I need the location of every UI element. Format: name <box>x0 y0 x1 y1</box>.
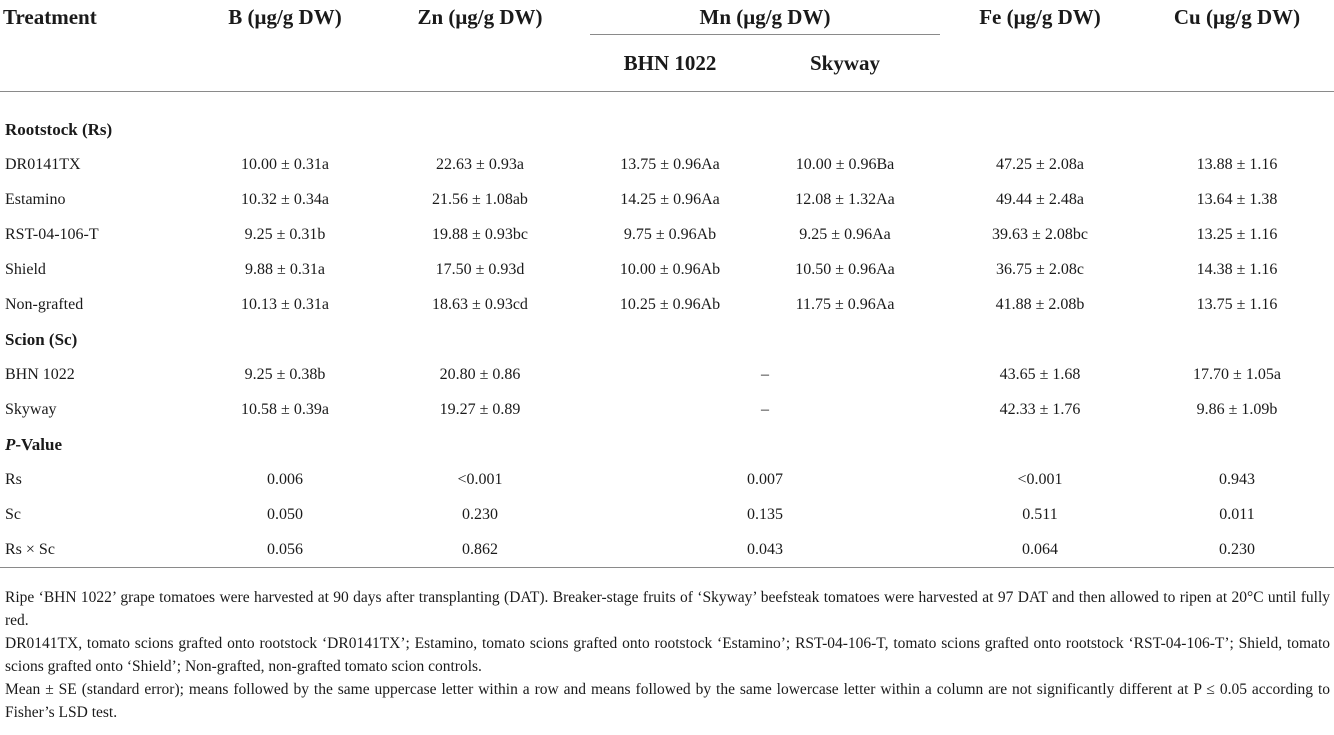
cell-zn: 22.63 ± 0.93a <box>436 155 524 173</box>
header-zn: Zn (μg/g DW) <box>417 4 543 29</box>
cell-b: 9.25 ± 0.38b <box>244 365 326 383</box>
cell-zn: 20.80 ± 0.86 <box>439 365 521 383</box>
cell-cu: 17.70 ± 1.05a <box>1193 365 1281 383</box>
cell-mn-skyway: 9.25 ± 0.96Aa <box>799 225 891 243</box>
cell-fe: 42.33 ± 1.76 <box>999 400 1081 418</box>
cell-zn: 18.63 ± 0.93cd <box>432 295 528 313</box>
cell-b: 10.32 ± 0.34a <box>241 190 329 208</box>
cell-b: 9.88 ± 0.31a <box>245 260 325 278</box>
cell-mn-bhn1022: 9.75 ± 0.96Ab <box>623 225 717 243</box>
cell-mn: 0.043 <box>590 532 940 568</box>
row-label: Rs <box>5 470 22 488</box>
cell-cu: 13.64 ± 1.38 <box>1196 190 1278 208</box>
row-label: Estamino <box>5 190 66 208</box>
header-row <box>0 0 1334 35</box>
cell-fe: <0.001 <box>1017 470 1063 488</box>
pvalue-suffix: -Value <box>15 434 62 454</box>
cell-b: 10.13 ± 0.31a <box>241 295 329 313</box>
cell-cu: 9.86 ± 1.09b <box>1196 400 1278 418</box>
cell-mn-skyway: 10.00 ± 0.96Ba <box>795 155 895 173</box>
cell-fe: 39.63 ± 2.08bc <box>992 225 1088 243</box>
row-label: Shield <box>5 260 46 278</box>
section-label: Rootstock (Rs) <box>5 119 113 139</box>
section-label <box>0 427 1334 462</box>
cell-mn-bhn1022: 10.00 ± 0.96Ab <box>619 260 721 278</box>
cell-mn: 0.007 <box>747 470 783 488</box>
cell-b: 10.58 ± 0.39a <box>241 400 329 418</box>
table-body <box>0 92 1334 568</box>
header-treatment: Treatment <box>3 4 97 29</box>
row-label: Non-grafted <box>5 295 84 313</box>
cell-mn-bhn1022: 10.25 ± 0.96Ab <box>619 295 721 313</box>
table-row <box>0 182 1334 217</box>
header-cu: Cu (μg/g DW) <box>1173 4 1301 29</box>
cell-mn-skyway: 12.08 ± 1.32Aa <box>795 190 895 208</box>
cell-mn: – <box>761 400 769 418</box>
cell-fe: 36.75 ± 2.08c <box>996 260 1084 278</box>
footnote-statistics: Mean ± SE (standard error); means followed by the same uppercase letter within a row and means followed by the same lowercase letter within a column are not significantly different at P ≤ 0.05 according to Fisher’s LSD test. <box>5 681 1330 721</box>
cell-zn: 0.862 <box>370 532 590 568</box>
row-label: Skyway <box>5 400 57 418</box>
header-mn-bhn1022: BHN 1022 <box>590 35 750 92</box>
cell-fe: 0.511 <box>1022 505 1058 523</box>
table-row <box>0 462 1334 497</box>
cell-b: 10.00 ± 0.31a <box>241 155 329 173</box>
cell-b: 0.056 <box>200 532 370 568</box>
footnote-abbreviations: DR0141TX, tomato scions grafted onto rootstock ‘DR0141TX’; Estamino, tomato scions grafted onto rootstock ‘Estamino’; RST-04-106-T, tomato scions grafted onto rootstock ‘RST-04-106-T’; Shield, tomato scions grafted onto ‘Shield’; Non-grafted, non-grafted tomato scion controls. <box>5 635 1330 675</box>
table-row <box>0 217 1334 252</box>
header-mn: Mn (μg/g DW) <box>590 0 940 35</box>
cell-zn: 21.56 ± 1.08ab <box>432 190 528 208</box>
cell-fe: 49.44 ± 2.48a <box>996 190 1084 208</box>
cell-mn: 0.135 <box>747 505 783 523</box>
cell-zn: <0.001 <box>457 470 503 488</box>
row-label: Rs × Sc <box>0 532 200 568</box>
cell-fe: 41.88 ± 2.08b <box>995 295 1085 313</box>
section-scion <box>0 322 1334 357</box>
cell-mn: – <box>761 365 769 383</box>
row-label: Sc <box>5 505 21 523</box>
table-row <box>0 287 1334 322</box>
footnote-harvest: Ripe ‘BHN 1022’ grape tomatoes were harvested at 90 days after transplanting (DAT). Breaker-stage fruits of ‘Skyway’ beefsteak tomatoes were harvested at 97 DAT and then allowed to ripen at 20°C until fully red. <box>5 589 1330 629</box>
row-label: DR0141TX <box>5 155 81 173</box>
table-row <box>0 147 1334 182</box>
cell-mn-skyway: 10.50 ± 0.96Aa <box>795 260 895 278</box>
cell-fe: 43.65 ± 1.68 <box>999 365 1081 383</box>
cell-cu: 0.943 <box>1219 470 1255 488</box>
table-footnotes <box>5 587 1330 725</box>
cell-cu: 13.75 ± 1.16 <box>1196 295 1278 313</box>
header-b: B (μg/g DW) <box>228 4 342 29</box>
subheader-row <box>0 35 1334 92</box>
cell-b: 0.050 <box>267 505 303 523</box>
cell-cu: 0.230 <box>1140 532 1334 568</box>
section-pvalue <box>0 427 1334 462</box>
table-row <box>0 497 1334 532</box>
cell-fe: 47.25 ± 2.08a <box>996 155 1084 173</box>
cell-fe: 0.064 <box>940 532 1140 568</box>
table-row <box>0 392 1334 427</box>
cell-cu: 13.88 ± 1.16 <box>1196 155 1278 173</box>
section-label: Scion (Sc) <box>5 329 78 349</box>
table-row <box>0 252 1334 287</box>
cell-zn: 19.27 ± 0.89 <box>439 400 521 418</box>
row-label: RST-04-106-T <box>5 225 99 243</box>
cell-mn-bhn1022: 14.25 ± 0.96Aa <box>620 190 720 208</box>
cell-zn: 0.230 <box>462 505 498 523</box>
header-mn-skyway: Skyway <box>750 35 940 92</box>
cell-zn: 17.50 ± 0.93d <box>435 260 525 278</box>
cell-b: 0.006 <box>267 470 303 488</box>
pvalue-italic-p: P <box>5 434 16 454</box>
cell-mn-skyway: 11.75 ± 0.96Aa <box>795 295 895 313</box>
cell-cu: 13.25 ± 1.16 <box>1196 225 1278 243</box>
cell-zn: 19.88 ± 0.93bc <box>432 225 528 243</box>
header-fe: Fe (μg/g DW) <box>979 4 1101 29</box>
table-row <box>0 532 1334 568</box>
section-rootstock <box>0 112 1334 147</box>
cell-cu: 0.011 <box>1219 505 1255 523</box>
cell-b: 9.25 ± 0.31b <box>244 225 326 243</box>
row-label: BHN 1022 <box>5 365 75 383</box>
cell-cu: 14.38 ± 1.16 <box>1196 260 1278 278</box>
table-row <box>0 357 1334 392</box>
cell-mn-bhn1022: 13.75 ± 0.96Aa <box>620 155 720 173</box>
